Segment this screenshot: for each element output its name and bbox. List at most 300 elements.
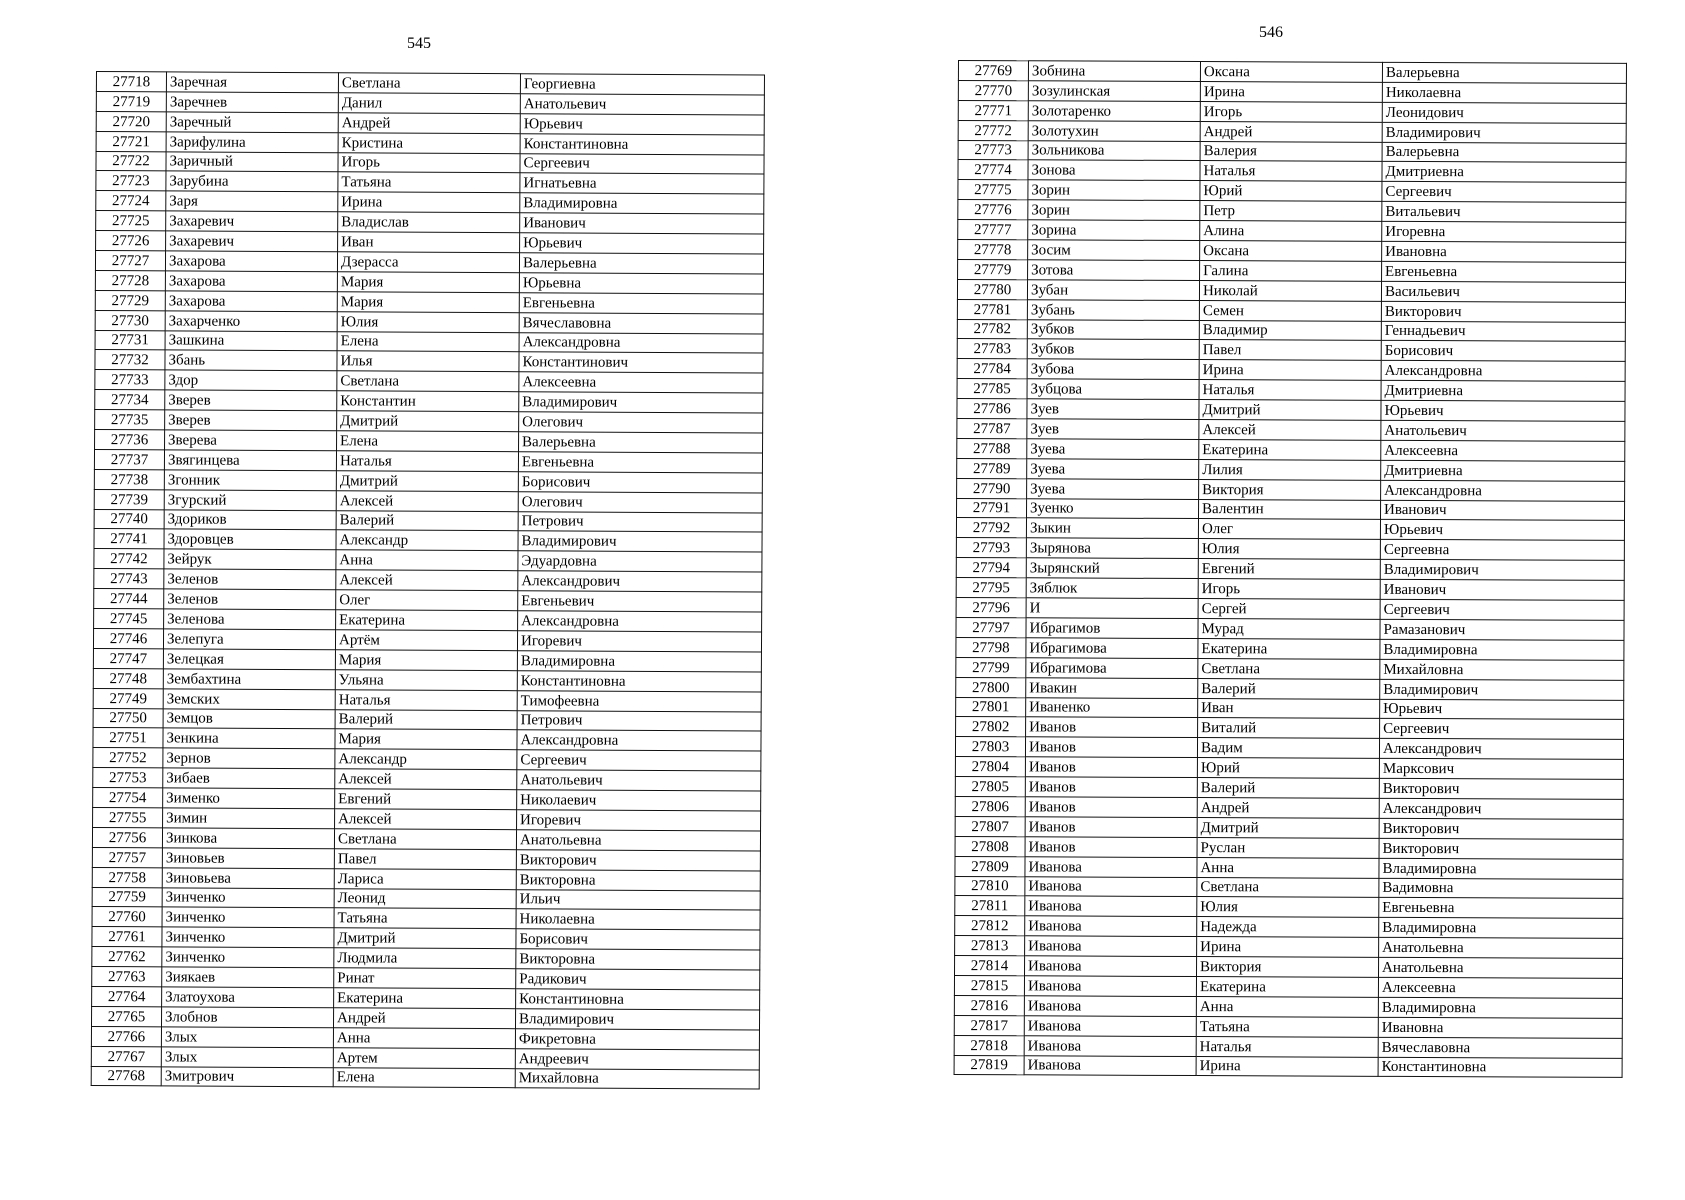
first-name: Ринат: [334, 968, 516, 989]
first-name: Анна: [1196, 996, 1378, 1017]
table-row: [91, 1006, 759, 1029]
patronymic: Олегович: [519, 412, 763, 433]
table-row: [954, 1035, 1622, 1058]
patronymic: Сергеевич: [1380, 599, 1624, 620]
table-row: [93, 688, 761, 711]
record-number: 27729: [95, 290, 165, 310]
table-row: [96, 171, 764, 194]
patronymic: Константиновна: [1378, 1057, 1622, 1078]
table-row: [958, 100, 1626, 123]
patronymic: Владимировна: [520, 193, 764, 214]
surname: Иванова: [1025, 876, 1197, 897]
table-row: [96, 151, 764, 174]
record-number: 27803: [955, 737, 1025, 757]
surname: Иванова: [1025, 856, 1197, 877]
surname: Иваненко: [1026, 697, 1198, 718]
record-number: 27735: [95, 410, 165, 430]
surname: Зубков: [1027, 339, 1199, 360]
first-name: Андрей: [1200, 121, 1382, 142]
table-row: [958, 120, 1626, 143]
first-name: Мария: [335, 650, 517, 671]
record-number: 27770: [958, 80, 1028, 100]
patronymic: Анатольевич: [1381, 420, 1625, 441]
surname: Зимин: [163, 808, 335, 829]
table-row: [956, 518, 1624, 541]
record-number: 27724: [96, 191, 166, 211]
surname: Золотухин: [1028, 120, 1200, 141]
surname: Зуев: [1027, 419, 1199, 440]
table-row: [958, 180, 1626, 203]
first-name: Светлана: [338, 73, 520, 94]
surname: Зинченко: [162, 887, 334, 908]
first-name: Алексей: [336, 570, 518, 591]
table-row: [957, 478, 1625, 501]
first-name: Николай: [1199, 280, 1381, 301]
first-name: Алексей: [335, 809, 517, 830]
record-number: 27765: [91, 1006, 161, 1026]
record-number: 27774: [958, 160, 1028, 180]
first-name: Юрий: [1197, 758, 1379, 779]
table-row: [955, 777, 1623, 800]
patronymic: Васильевич: [1381, 281, 1625, 302]
table-row: [958, 160, 1626, 183]
record-number: 27808: [955, 836, 1025, 856]
first-name: Владислав: [338, 212, 520, 233]
surname: Збань: [165, 350, 337, 371]
record-number: 27817: [954, 1015, 1024, 1035]
record-number: 27766: [91, 1026, 161, 1046]
table-row: [958, 200, 1626, 223]
table-row: [92, 967, 760, 990]
surname: Зуева: [1027, 479, 1199, 500]
surname: Зиновьева: [162, 867, 334, 888]
surname: Зиновьев: [162, 848, 334, 869]
first-name: Екатерина: [334, 988, 516, 1009]
surname: Зубань: [1027, 299, 1199, 320]
surname: Зеленова: [164, 609, 336, 630]
first-name: Артём: [335, 630, 517, 651]
table-row: [92, 867, 760, 890]
record-number: 27743: [94, 569, 164, 589]
table-row: [956, 657, 1624, 680]
table-row: [957, 339, 1625, 362]
patronymic: Юрьевна: [519, 273, 763, 294]
record-number: 27782: [957, 319, 1027, 339]
surname: Зонова: [1028, 160, 1200, 181]
table-row: [957, 299, 1625, 322]
surname: Зенкина: [163, 728, 335, 749]
surname: Захаревич: [166, 231, 338, 252]
first-name: Дмитрий: [336, 471, 518, 492]
patronymic: Геннадьевич: [1381, 321, 1625, 342]
table-row: [96, 111, 764, 134]
surname: Зырянова: [1026, 538, 1198, 559]
record-number: 27747: [93, 648, 163, 668]
record-number: 27746: [93, 628, 163, 648]
table-row: [93, 807, 761, 830]
first-name: Вадим: [1197, 738, 1379, 759]
record-number: 27749: [93, 688, 163, 708]
table-row: [95, 330, 763, 353]
surname: Захарченко: [165, 311, 337, 332]
surname: Зосим: [1028, 240, 1200, 261]
surname: И: [1026, 598, 1198, 619]
patronymic: Борисович: [516, 929, 760, 950]
table-row: [94, 609, 762, 632]
surname: Зеленов: [164, 589, 336, 610]
first-name: Елена: [337, 431, 519, 452]
first-name: Артем: [333, 1047, 515, 1068]
first-name: Наталья: [335, 689, 517, 710]
table-row: [955, 816, 1623, 839]
record-number: 27738: [94, 469, 164, 489]
record-number: 27759: [92, 887, 162, 907]
first-name: Дмитрий: [1199, 400, 1381, 421]
record-number: 27791: [957, 498, 1027, 518]
table-row: [955, 876, 1623, 899]
record-number: 27794: [956, 558, 1026, 578]
left-page: [0, 0, 842, 1200]
record-number: 27734: [95, 390, 165, 410]
patronymic: Сергеевич: [517, 750, 761, 771]
record-number: 27730: [95, 310, 165, 330]
first-name: Иван: [338, 232, 520, 253]
table-row: [93, 628, 761, 651]
record-number: 27772: [958, 120, 1028, 140]
table-row: [95, 251, 763, 274]
patronymic: Вячеславовна: [519, 312, 763, 333]
first-name: Константин: [337, 391, 519, 412]
first-name: Ирина: [1199, 360, 1381, 381]
patronymic: Викторович: [1381, 301, 1625, 322]
patronymic: Борисович: [518, 472, 762, 493]
patronymic: Валерьевна: [1382, 62, 1626, 83]
first-name: Игорь: [1198, 579, 1380, 600]
table-row: [95, 350, 763, 373]
surname: Здориков: [164, 509, 336, 530]
first-name: Кристина: [338, 132, 520, 153]
surname: Иванова: [1024, 976, 1196, 997]
record-number: 27795: [956, 578, 1026, 598]
patronymic: Иванович: [520, 213, 764, 234]
first-name: Юлия: [337, 311, 519, 332]
surname: Згонник: [164, 470, 336, 491]
patronymic: Дмитриевна: [1381, 381, 1625, 402]
record-number: 27792: [956, 518, 1026, 538]
first-name: Александр: [336, 530, 518, 551]
surname: Золотаренко: [1028, 101, 1200, 122]
patronymic: Константиновна: [516, 989, 760, 1010]
record-number: 27798: [956, 637, 1026, 657]
table-row: [954, 975, 1622, 998]
patronymic: Николаевна: [1382, 82, 1626, 103]
first-name: Юлия: [1198, 539, 1380, 560]
right-page: [842, 0, 1684, 1200]
first-name: Наталья: [336, 451, 518, 472]
first-name: Юрий: [1200, 181, 1382, 202]
table-row: [957, 498, 1625, 521]
first-name: Петр: [1200, 201, 1382, 222]
table-row: [957, 458, 1625, 481]
record-number: 27786: [957, 399, 1027, 419]
first-name: Галина: [1200, 260, 1382, 281]
table-row: [958, 80, 1626, 103]
record-number: 27727: [95, 251, 165, 271]
patronymic: Марксович: [1379, 759, 1623, 780]
surname: Ибрагимова: [1026, 638, 1198, 659]
record-number: 27812: [955, 916, 1025, 936]
record-number: 27804: [955, 757, 1025, 777]
surname: Иванов: [1025, 777, 1197, 798]
patronymic: Владимировна: [1379, 918, 1623, 939]
surname: Зубков: [1027, 319, 1199, 340]
table-row: [955, 796, 1623, 819]
surname: Златоухова: [162, 987, 334, 1008]
table-row: [94, 449, 762, 472]
surname: Ивакин: [1026, 677, 1198, 698]
surname: Зуева: [1027, 459, 1199, 480]
record-number: 27787: [957, 419, 1027, 439]
surname: Ибрагимова: [1026, 658, 1198, 679]
table-row: [95, 290, 763, 313]
table-row: [94, 569, 762, 592]
first-name: Мурад: [1198, 618, 1380, 639]
patronymic: Алексеевна: [519, 372, 763, 393]
table-row: [956, 637, 1624, 660]
surname: Захарова: [165, 251, 337, 272]
table-row: [93, 728, 761, 751]
surname: Зорин: [1028, 180, 1200, 201]
first-name: Дмитрий: [337, 411, 519, 432]
patronymic: Александрович: [1379, 798, 1623, 819]
record-number: 27814: [955, 956, 1025, 976]
patronymic: Анатольевна: [516, 830, 760, 851]
first-name: Надежда: [1197, 917, 1379, 938]
table-row: [955, 956, 1623, 979]
surname: Иванова: [1025, 916, 1197, 937]
patronymic: Владимирович: [1380, 560, 1624, 581]
table-row: [92, 986, 760, 1009]
patronymic: Юрьевич: [1381, 400, 1625, 421]
table-row: [93, 788, 761, 811]
first-name: Светлана: [334, 829, 516, 850]
record-number: 27816: [954, 995, 1024, 1015]
record-number: 27796: [956, 598, 1026, 618]
patronymic: Владимировна: [1380, 639, 1624, 660]
first-name: Елена: [333, 1067, 515, 1088]
patronymic: Александровна: [519, 332, 763, 353]
first-name: Екатерина: [1198, 638, 1380, 659]
patronymic: Валерьевна: [1382, 142, 1626, 163]
table-row: [955, 757, 1623, 780]
patronymic: Викторович: [1379, 818, 1623, 839]
patronymic: Викторович: [516, 849, 760, 870]
record-number: 27741: [94, 529, 164, 549]
patronymic: Игнатьевна: [520, 173, 764, 194]
patronymic: Александрович: [1379, 739, 1623, 760]
record-number: 27806: [955, 796, 1025, 816]
patronymic: Дмитриевна: [1381, 460, 1625, 481]
record-number: 27768: [91, 1066, 161, 1086]
table-row: [91, 1066, 759, 1089]
table-row: [955, 856, 1623, 879]
surname: Иванов: [1025, 757, 1197, 778]
patronymic: Андреевич: [515, 1048, 759, 1069]
patronymic: Анатольевич: [520, 94, 764, 115]
first-name: Виктория: [1199, 479, 1381, 500]
surname: Зинченко: [162, 927, 334, 948]
surname: Захарова: [165, 291, 337, 312]
record-number: 27793: [956, 538, 1026, 558]
table-row: [94, 469, 762, 492]
table-row: [956, 617, 1624, 640]
patronymic: Ивановна: [1378, 1017, 1622, 1038]
record-number: 27802: [956, 717, 1026, 737]
patronymic: Леонидович: [1382, 102, 1626, 123]
surname: Зольникова: [1028, 140, 1200, 161]
patronymic: Эдуардовна: [518, 551, 762, 572]
first-name: Виталий: [1198, 718, 1380, 739]
surname: Злых: [161, 1046, 333, 1067]
table-row: [956, 578, 1624, 601]
table-row: [92, 847, 760, 870]
first-name: Евгений: [1198, 559, 1380, 580]
patronymic: Ильич: [516, 889, 760, 910]
first-name: Татьяна: [334, 908, 516, 929]
table-row: [96, 72, 764, 95]
first-name: Екатерина: [336, 610, 518, 631]
surname: Змитрович: [161, 1066, 333, 1087]
patronymic: Фикретовна: [515, 1028, 759, 1049]
patronymic: Радикович: [516, 969, 760, 990]
first-name: Юлия: [1197, 897, 1379, 918]
record-number: 27790: [957, 478, 1027, 498]
surname: Зуева: [1027, 439, 1199, 460]
table-row: [957, 359, 1625, 382]
first-name: Наталья: [1196, 1036, 1378, 1057]
record-number: 27757: [92, 847, 162, 867]
table-row: [96, 191, 764, 214]
table-row: [958, 240, 1626, 263]
surname: Зверев: [165, 390, 337, 411]
table-row: [956, 558, 1624, 581]
patronymic: Ивановна: [1382, 241, 1626, 262]
record-number: 27811: [955, 896, 1025, 916]
surname: Зашкина: [165, 330, 337, 351]
first-name: Валентин: [1198, 499, 1380, 520]
table-row: [954, 1015, 1622, 1038]
table-row: [955, 936, 1623, 959]
table-row: [957, 319, 1625, 342]
surname: Зырянский: [1026, 558, 1198, 579]
record-number: 27737: [94, 449, 164, 469]
patronymic: Сергеевич: [520, 153, 764, 174]
table-row: [95, 310, 763, 333]
first-name: Анна: [336, 550, 518, 571]
table-row: [95, 390, 763, 413]
surname: Зибаев: [163, 768, 335, 789]
patronymic: Алексеевна: [1381, 440, 1625, 461]
surname: Иванова: [1024, 1035, 1196, 1056]
patronymic: Юрьевич: [1380, 520, 1624, 541]
record-number: 27799: [956, 657, 1026, 677]
surname: Иванов: [1026, 717, 1198, 738]
patronymic: Игоревна: [1382, 221, 1626, 242]
first-name: Анна: [333, 1028, 515, 1049]
patronymic: Александровна: [518, 611, 762, 632]
patronymic: Евгеньевич: [518, 591, 762, 612]
first-name: Лариса: [334, 868, 516, 889]
patronymic: Петрович: [517, 710, 761, 731]
patronymic: Владимирович: [1382, 122, 1626, 143]
table-row: [954, 1055, 1622, 1078]
table-row: [958, 61, 1626, 84]
patronymic: Константиновна: [517, 670, 761, 691]
patronymic: Анатольевна: [1379, 938, 1623, 959]
first-name: Екатерина: [1199, 439, 1381, 460]
patronymic: Владимировна: [517, 651, 761, 672]
table-row: [955, 737, 1623, 760]
record-number: 27726: [96, 231, 166, 251]
patronymic: Вадимовна: [1379, 878, 1623, 899]
table-row: [956, 717, 1624, 740]
record-number: 27750: [93, 708, 163, 728]
surname: Заречная: [166, 72, 338, 93]
patronymic: Игоревич: [517, 810, 761, 831]
surname: Зыкин: [1026, 518, 1198, 539]
table-row: [94, 529, 762, 552]
record-number: 27752: [93, 748, 163, 768]
patronymic: Анатольевич: [517, 770, 761, 791]
record-number: 27755: [93, 807, 163, 827]
surname: Злых: [161, 1027, 333, 1048]
table-row: [955, 896, 1623, 919]
first-name: Леонид: [334, 888, 516, 909]
first-name: Игорь: [1200, 101, 1382, 122]
record-number: 27779: [958, 259, 1028, 279]
first-name: Алина: [1200, 221, 1382, 242]
patronymic: Сергеевич: [1380, 719, 1624, 740]
first-name: Алексей: [336, 490, 518, 511]
record-number: 27736: [95, 430, 165, 450]
surname: Ибрагимов: [1026, 618, 1198, 639]
table-row: [93, 708, 761, 731]
record-number: 27810: [955, 876, 1025, 896]
patronymic: Юрьевич: [520, 233, 764, 254]
table-row: [956, 677, 1624, 700]
record-number: 27773: [958, 140, 1028, 160]
record-number: 27718: [96, 72, 166, 92]
table-row: [954, 995, 1622, 1018]
patronymic: Сергеевна: [1380, 540, 1624, 561]
patronymic: Борисович: [1381, 341, 1625, 362]
table-row: [958, 259, 1626, 282]
first-name: Ирина: [338, 192, 520, 213]
record-number: 27756: [92, 827, 162, 847]
patronymic: Юрьевич: [520, 114, 764, 135]
first-name: Наталья: [1199, 380, 1381, 401]
record-number: 27733: [95, 370, 165, 390]
table-row: [955, 916, 1623, 939]
first-name: Павел: [1199, 340, 1381, 361]
registry-table: [91, 71, 765, 1090]
patronymic: Викторовна: [516, 949, 760, 970]
record-number: 27800: [956, 677, 1026, 697]
patronymic: Николаевич: [517, 790, 761, 811]
first-name: Лилия: [1199, 459, 1381, 480]
first-name: Олег: [336, 590, 518, 611]
record-number: 27764: [92, 986, 162, 1006]
